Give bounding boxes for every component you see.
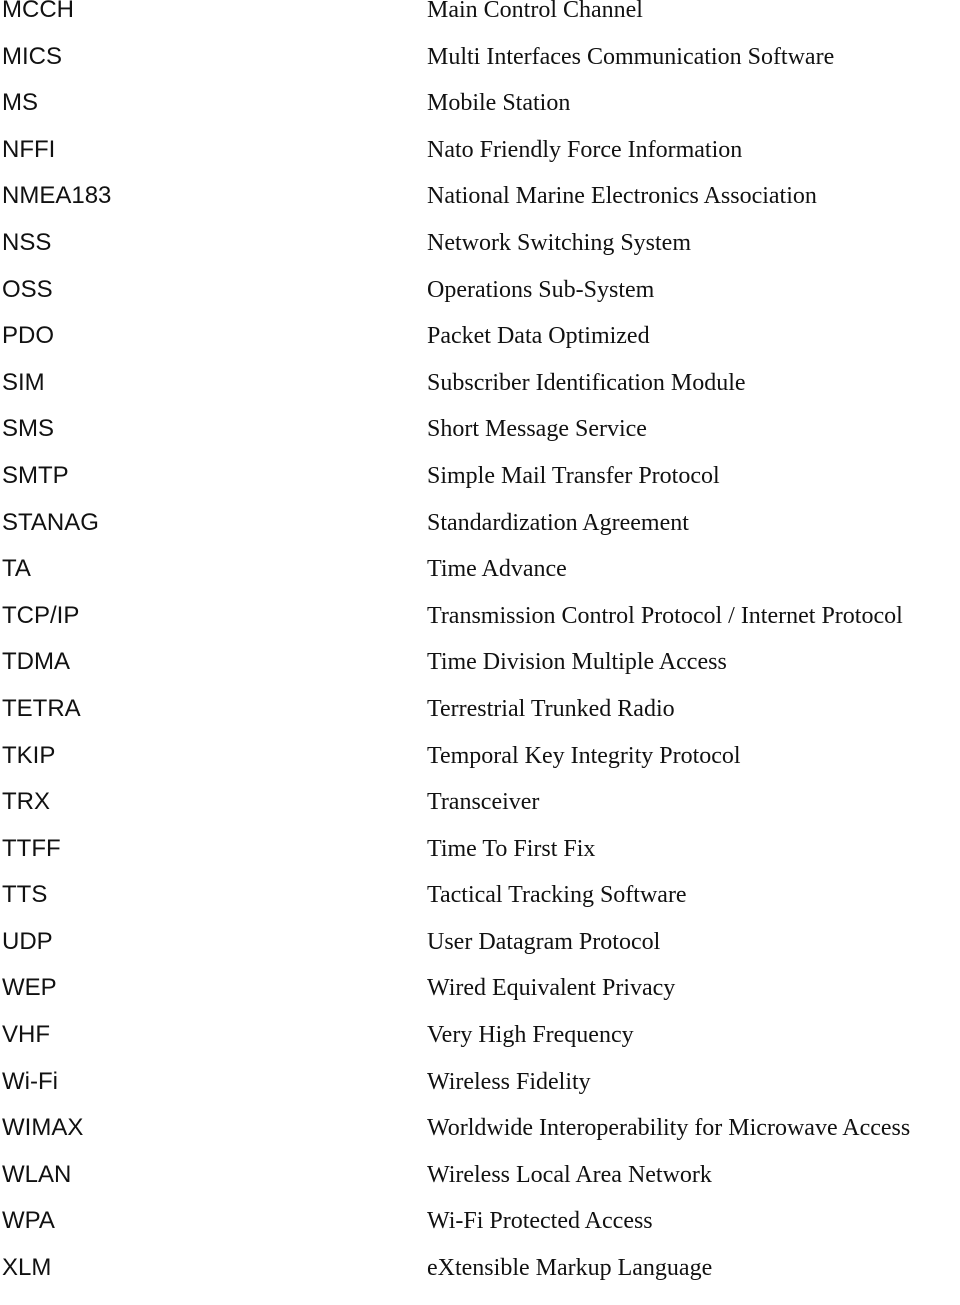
definition: Very High Frequency: [427, 1022, 634, 1049]
definition: Multi Interfaces Communication Software: [427, 43, 835, 70]
abbreviation: TTFF: [2, 834, 61, 862]
definition: Wireless Fidelity: [427, 1068, 591, 1095]
abbreviation: SMS: [2, 415, 55, 443]
abbreviation: UDP: [2, 927, 53, 955]
definition: Time Advance: [427, 556, 567, 583]
abbreviation: VHF: [2, 1021, 50, 1049]
definition: Tactical Tracking Software: [427, 882, 687, 909]
abbreviation: TRX: [2, 788, 50, 816]
abbreviation: WLAN: [2, 1160, 72, 1188]
abbreviation: MICS: [2, 42, 62, 70]
abbreviation: WPA: [2, 1207, 55, 1235]
abbreviation: TCP/IP: [2, 601, 80, 629]
definition: Worldwide Interoperability for Microwave Access: [427, 1115, 911, 1142]
abbreviation: MS: [2, 89, 38, 117]
definition: Simple Mail Transfer Protocol: [427, 462, 720, 489]
abbreviation: Wi-Fi: [2, 1067, 58, 1095]
definition: Standardization Agreement: [427, 509, 689, 536]
definition: Transceiver: [427, 789, 540, 816]
abbreviation: TKIP: [2, 741, 56, 769]
definition: Temporal Key Integrity Protocol: [427, 742, 741, 769]
abbreviation: MCCH: [2, 0, 74, 23]
abbreviation: TETRA: [2, 694, 81, 722]
abbreviation: WEP: [2, 974, 57, 1002]
definition: Wi-Fi Protected Access: [427, 1208, 653, 1235]
abbreviation: XLM: [2, 1254, 52, 1282]
definition: Nato Friendly Force Information: [427, 136, 743, 163]
definition: Main Control Channel: [427, 0, 643, 23]
definition: Network Switching System: [427, 229, 691, 256]
definition: Short Message Service: [427, 416, 647, 443]
definition: Mobile Station: [427, 90, 571, 117]
definition: Time To First Fix: [427, 835, 596, 862]
definition: Terrestrial Trunked Radio: [427, 695, 675, 722]
definition: National Marine Electronics Association: [427, 183, 817, 210]
definition: Operations Sub-System: [427, 276, 655, 303]
definition: Transmission Control Protocol / Internet Protocol: [427, 602, 903, 629]
abbreviation: TTS: [2, 881, 48, 909]
abbreviation: WIMAX: [2, 1114, 84, 1142]
abbreviation: STANAG: [2, 508, 99, 536]
definition: Subscriber Identification Module: [427, 369, 746, 396]
definition: eXtensible Markup Language: [427, 1255, 713, 1282]
abbreviation: TDMA: [2, 648, 70, 676]
definition: Wireless Local Area Network: [427, 1161, 712, 1188]
abbreviation: PDO: [2, 322, 55, 350]
abbreviation: SIM: [2, 368, 45, 396]
abbreviation: NFFI: [2, 135, 56, 163]
definition: Packet Data Optimized: [427, 323, 650, 350]
abbreviation: OSS: [2, 275, 53, 303]
glossary-entry: [0, 1254, 960, 1305]
definition: User Datagram Protocol: [427, 928, 661, 955]
abbreviation: NMEA183: [2, 182, 112, 210]
abbreviation: NSS: [2, 228, 52, 256]
abbreviation: TA: [2, 555, 31, 583]
definition: Time Division Multiple Access: [427, 649, 727, 676]
abbreviation: SMTP: [2, 461, 69, 489]
definition: Wired Equivalent Privacy: [427, 975, 676, 1002]
